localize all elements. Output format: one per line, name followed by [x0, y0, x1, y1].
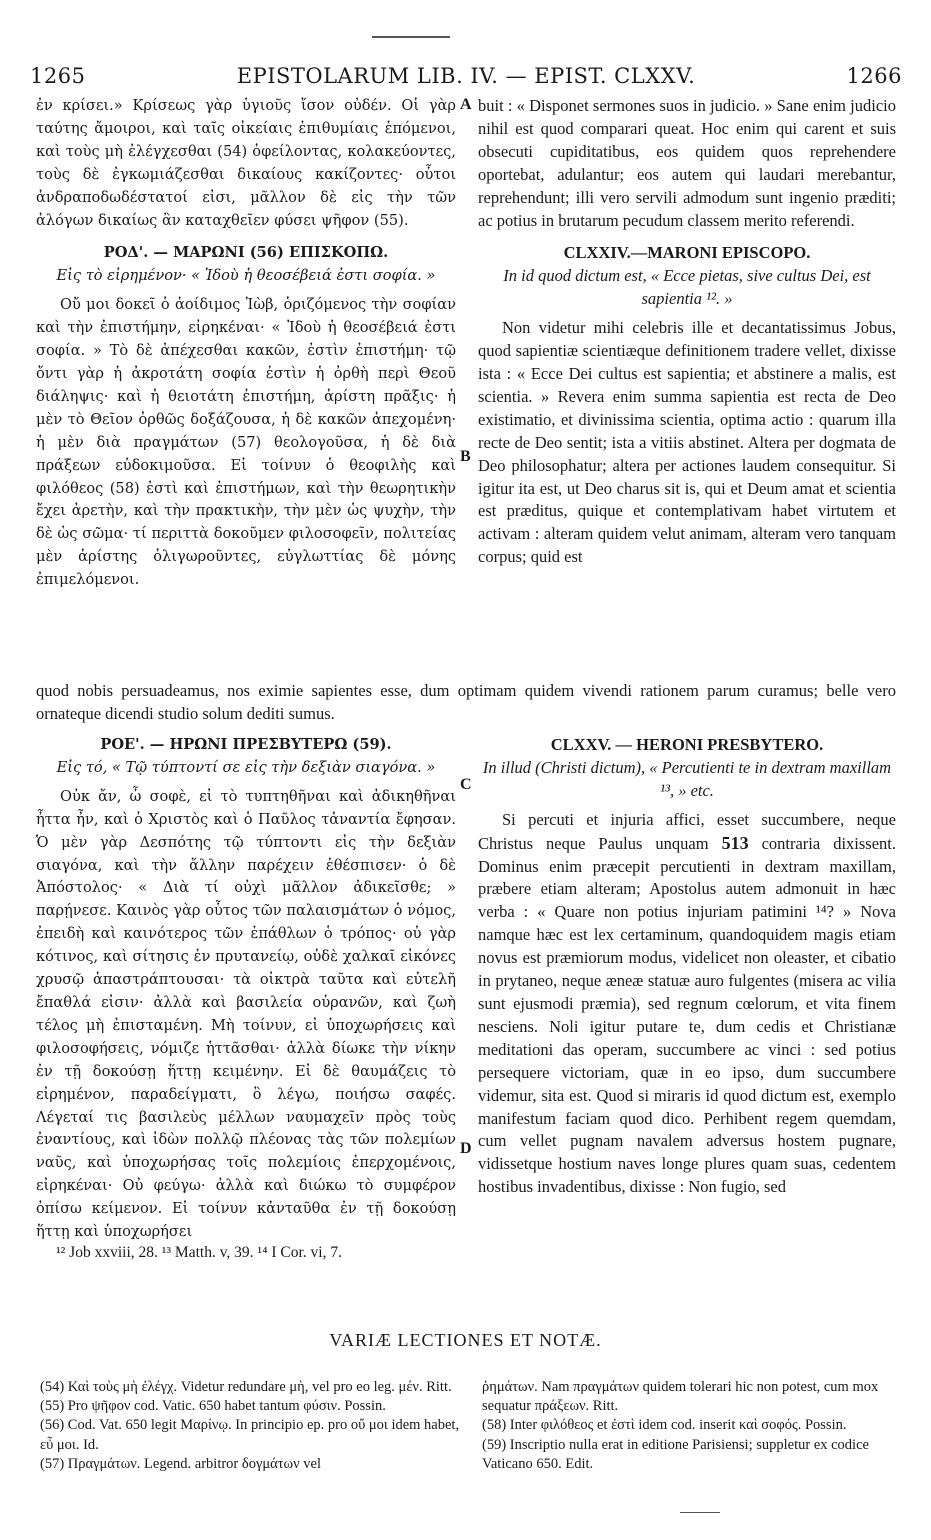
note-58: (58) Inter φιλόθεος et ἐστὶ idem cod. inserit καὶ σοφός. Possin. — [482, 1417, 847, 1434]
greek-letter-174-title: ΡΟΔ'. — ΜΑΡΩΝΙ (56) ΕΠΙΣΚΟΠΩ. — [103, 244, 389, 262]
note-54: (54) Καὶ τοὺς μὴ ἐλέγχ. Videtur redundare μὴ, vel pro eo leg. μέν. Ritt. — [40, 1379, 452, 1395]
note-55: (55) Pro ψῆφον cod. Vatic. 650 habet tantum φύσιν. Possin. — [40, 1398, 386, 1415]
greek-letter-174-subtitle: Εἰς τὸ εἰρημένον· « Ἰδοὺ ἡ θεοσέβειά ἐστι σοφία. » — [56, 267, 436, 285]
notes-title: VARIÆ LECTIONES ET NOTÆ. — [329, 1330, 602, 1350]
margin-letter-d: D — [460, 1140, 472, 1157]
greek-letter-174-body: Οὔ μοι δοκεῖ ὁ ἀοίδιμος Ἰὼβ, ὁριζόμενος τὴν σοφίαν καὶ τὴν ἐπιστήμην, εἰρηκέναι· « Ἰδοὺ ἡ θεοσέβειά ἐστι σοφία. » Τὸ δὲ ἀπέχεσθαι κακῶν, ἐστὶν ἐπιστήμη· τῷ ὄντι γὰρ ἡ ἀκροτάτη σοφία ἐστὶν ἡ ὀρθὴ περὶ Θεοῦ διάληψις· καὶ ἡ θειοτάτη ἐπιστήμη, ἀρίστη πρᾶξις· ἡ μὲν τὸ Θεῖον ὀρθῶς δοξάζουσα, ἡ δὲ κακῶν ἀπεχομένη· ἡ μὲν διὰ πραγμάτων (57) θεολογοῦσα, ἡ δὲ διὰ πράξεων εὐδοκιμοῦσα. Εἰ τοίνυν ὁ θεοφιλὴς καὶ φιλόθεος (58) ἐστὶ καὶ ἐπιστήμων, καὶ τὴν θεωρητικὴν ἔχει ἀρετὴν, καὶ τὴν πρακτικὴν, τὴν μὲν ὡς ψυχὴν, τὴν δὲ ὡς σῶμα· τί περιττὰ δοκοῦμεν φιλοσοφεῖν, πολιτείας μὲν ἀρίστης ὀλιγωροῦντες, εὐγλωττίας δὲ μόνης ἐπιμελόμενοι. — [36, 296, 456, 589]
greek-column-bottom — [36, 734, 456, 1244]
latin-intro: buit : « Disponet sermones suos in judicio. » Sane enim judicio nihil est quod comparari queat. Hoc enim qui carent et suis obsecuti cupiditatibus, eos quidem quos reprehendere oportebat, adulantur; eos autem qui laudari merebantur, reprehendunt; illi vero servili admodum sunt ingenio præditi; ac potius in brutarum pecudum classem merito referendi. — [478, 96, 896, 230]
footnotes: ¹² Job xxviii, 28. ¹³ Matth. v, 39. ¹⁴ I Cor. vi, 7. — [56, 1244, 342, 1261]
notes-right-column — [482, 1378, 900, 1474]
latin-letter-174-subtitle: In id quod dictum est, « Ecce pietas, sive cultus Dei, est sapientia ¹². » — [503, 266, 871, 309]
greek-column-top — [36, 95, 456, 592]
margin-letter-a: A — [460, 96, 472, 113]
latin-letter-174-title: CLXXIV.—MARONI EPISCOPO. — [563, 243, 811, 263]
page-header — [30, 64, 902, 94]
latin-column-bottom — [478, 734, 896, 1199]
latin-column-top — [478, 95, 896, 569]
margin-letter-c: C — [460, 776, 472, 793]
greek-letter-175-title: ΡΟΕ'. — ΗΡΩΝΙ ΠΡΕΣΒΥΤΕΡΩ (59). — [100, 736, 392, 753]
latin-letter-175-subtitle: In illud (Christi dictum), « Percutienti te in dextram maxillam ¹³, » etc. — [482, 757, 892, 800]
running-title: EPISTOLARUM LIB. IV. — EPIST. CLXXV. — [236, 64, 696, 88]
margin-letter-b: B — [460, 448, 471, 465]
latin-letter-174-tail: quod nobis persuadeamus, nos eximie sapientes esse, dum optimam quidem vivendi rationem parum curamus; belle vero ornateque dicendi studio solum dediti sumus. — [36, 681, 896, 723]
greek-intro: ἐν κρίσει.» Κρίσεως γὰρ ὑγιοῦς ἴσον οὐδέν. Οἱ γὰρ ταύτης ἄμοιροι, καὶ ταῖς οἰκείαις ἐπιθυμίαις ἑπόμενοι, καὶ τοὺς μὴ ἐλέγχεσθαι (54) ὀφείλοντας, κολακεύοντες, τοὺς δὲ ἐγκωμιάζεσθαι δικαίους κακίζοντες· οὗτοι ἀνδραποδωδέστατοί εἰσι, μᾶλλον δὲ εἰς τὴν τῶν ἀλόγων δικαίως ἂν καταχθεῖεν φύσει ψῆφον (55). — [36, 97, 456, 229]
greek-letter-175-body: Οὐκ ἄν, ὦ σοφὲ, εἰ τὸ τυπτηθῆναι καὶ ἀδικηθῆναι ἧττα ἦν, καὶ ὁ Χριστὸς καὶ ὁ Παῦλος τἀναντία ἔφησαν. Ὁ μὲν γὰρ Δεσπότης τῷ τύπτοντι εἰς τὴν δεξιὰν σιαγόνα, καὶ τὴν ἄλλην παρέχειν ἐθέσπισεν· ὁ δὲ Ἀπόστολος· « Διὰ τί οὐχὶ μᾶλλον ἀδικεῖσθε; » παρῄνεσε. Καινὸς γὰρ οὗτος τῶν παλαισμάτων ὁ νόμος, ἐπειδὴ καὶ καινότερος τῶν ἐπάθλων ὁ τρόπος· οὐ γὰρ κότινος, καὶ σίτησις ἐν πρυτανείῳ, οὐδὲ χαλκαῖ εἰκόνες χρυσῷ ἀπαστράπτουσαι· τὰ οἰκτρὰ ταῦτα καὶ εὐτελῆ ἔπαθλά εἰσιν· ἀλλὰ καὶ βασιλεία οὐρανῶν, καὶ ζωὴ τέλος μὴ ἐπισταμένη. Μὴ τοίνυν, εἰ ὑποχωρήσεις καὶ φιλοσοφήσεις, νόμιζε ἡττᾶσθαι· ἀλλὰ δίωκε τὴν νίκην ἐν τῇ δοκούσῃ ἥττῃ κειμένην. Εἰ δὲ θαυμάζεις τὸ εἰρημένον, παραδείγματι, ὃ λέγω, ποιήσω σαφές. Λέγεταί τις βασιλεὺς μέλλων ναυμαχεῖν πρὸς τοὺς ἐναντίους, καὶ ἰδὼν πολλῷ πλέονας τὰς τῶν πολεμίων ναῦς, καὶ ὑποχωρήσας τοῖς πολεμίοις ἐπερχομένοις, εἰρηκέναι· Οὐ φεύγω· ἀλλὰ καὶ διώκω τὸ συμφέρον ὀπίσω κείμενον. Εἰ τοίνυν κἀνταῦθα ἐν τῇ δοκούσῃ ἥττῃ καὶ ὑποχωρήσει — [36, 787, 456, 1241]
note-59: (59) Inscriptio nulla erat in editione Parisiensi; suppletur ex codice Vaticano 650. Edit. — [482, 1436, 869, 1472]
page-number-left: 1265 — [30, 64, 86, 88]
note-56: (56) Cod. Vat. 650 legit Μαρίνῳ. In principio ep. pro οὔ μοι idem habet, εὖ μοι. Id. — [40, 1417, 460, 1453]
page-number-right: 1266 — [846, 64, 902, 88]
column-number: 513 — [721, 832, 749, 853]
latin-letter-175-title: CLXXV. — HERONI PRESBYTERO. — [550, 735, 824, 754]
notes-left-column — [40, 1378, 460, 1474]
note-57: (57) Πραγμάτων. Legend. arbitror δογμάτων vel — [40, 1455, 322, 1472]
note-57-continued: ῥημάτων. Nam πραγμάτων quidem tolerari hic non potest, cum mox sequatur πράξεων. Ritt. — [482, 1379, 879, 1415]
greek-letter-175-subtitle: Εἰς τό, « Τῷ τύπτοντί σε εἰς τὴν δεξιὰν σιαγόνα. » — [56, 758, 436, 776]
latin-letter-174-body: Non videtur mihi celebris ille et decantatissimus Jobus, quod sapientiæ scientiæque definitionem tradere vellet, dixisse ista : « Ecce Dei cultus est sapientia; et abstinere a malis, est scientia. » Revera enim summa sapientia est recta de Deo existimatio, et divinissima scientia, optima actio : quarum illa recte de Deo sentit; ista a vitiis abstinet. Altera per dogmata de Deo philosophatur; altera per actiones laudem consequitur. Si igitur ita est, ut Deo charus sit is, qui et Deum amat et scientia est præditus, quique et contemplativam habet virtutem et activam : alteram quidem velut animam, alteram vero tanquam corpus; quid est — [478, 318, 896, 567]
top-scratch-mark — [372, 36, 450, 38]
latin-letter-175-body-b: contraria dixissent. Dominus enim præcepit percutienti in dextram maxillam, præbere etiam alteram; Apostolus autem admonuit in hæc verba : « Quare non potius injuriam patimini ¹⁴? » Nova namque hæc est lex certaminum, quandoquidem magis etiam novus est præmiorum modus, videlicet non oleaster, et cibatio in prytaneo, neque æneæ statuæ auro fulgentes (misera ac vilia sunt ejusmodi præmia), sed regnum cœlorum, et vita finem nesciens. Noli igitur putare te, dum cedis et Christianæ meditationi das operam, succumbere ac vinci : sed potius persequere victoriam, quæ in eo ipso, dum succumbere videmur, sita est. Quod si miraris id quod dictum est, exemplo manifestum faciam quod dico. Perhibent regem quemdam, cum vellet pugnam navalem adversus hostem pugnare, vidissetque hostium naves longe plures quam suas, cedentem hostibus invadentibus, dixisse : Non fugio, sed — [478, 833, 896, 1197]
latin-letter-175-body-a: Si percuti et injuria affici, esset succumbere, neque Christus neque Paulus unquam — [478, 809, 896, 853]
bottom-scratch-mark — [680, 1512, 720, 1513]
latin-letter-175-body — [478, 809, 896, 1199]
